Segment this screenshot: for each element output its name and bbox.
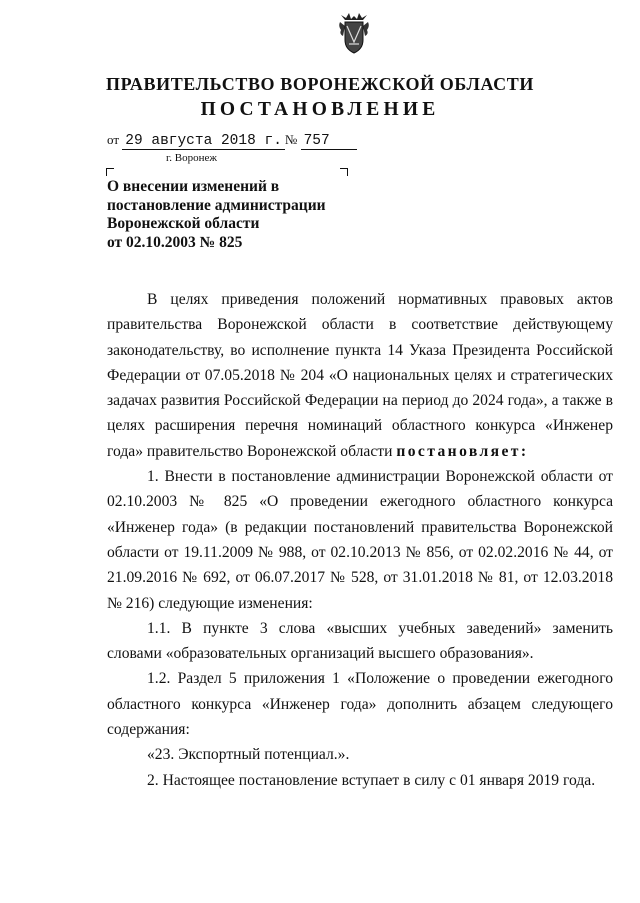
- paragraph-1: 1. Внести в постановление администрации Воронежской области от 02.10.2003 № 825 «О проведении ежегодного областного конкурса «Инженер года» (в редакции постановлений правительства Воронежской области от 19.11.2009 № 988, от 02.10.2013 № 856, от 02.02.2016 № 44, от 21.09.2016 № 692, от 06.07.2017 № 528, от 31.01.2018 № 81, от 12.03.2018 № 216) следующие изменения:: [107, 468, 613, 612]
- paragraph-1-3: «23. Экспортный потенциал.».: [147, 746, 350, 764]
- decree-word: постановляет:: [396, 442, 529, 460]
- organization-name: ПРАВИТЕЛЬСТВО ВОРОНЕЖСКОЙ ОБЛАСТИ: [106, 74, 534, 94]
- number-sign: №: [284, 132, 298, 147]
- paragraph-1-1: 1.1. В пункте 3 слова «высших учебных заведений» заменить словами «образовательных организаций высшего образования».: [107, 619, 613, 663]
- document-subject: [107, 178, 326, 252]
- paragraph-1-2: 1.2. Раздел 5 приложения 1 «Положение о проведении ежегодного областного конкурса «Инженер года» дополнить абзацем следующего содержания:: [107, 670, 613, 739]
- document-number: 757: [301, 134, 357, 150]
- subject-line: Воронежской области: [107, 215, 260, 232]
- document-body: [107, 287, 613, 793]
- subject-line: постановление администрации: [107, 196, 326, 214]
- date-number-line: [107, 132, 357, 150]
- preamble-paragraph: [107, 287, 613, 464]
- subject-bracket-right: [340, 168, 348, 176]
- coat-of-arms-icon: [337, 12, 371, 56]
- city-label: г. Воронеж: [166, 152, 217, 164]
- date-prefix: от: [107, 132, 120, 147]
- subject-line: О внесении изменений в: [107, 178, 280, 195]
- document-date: 29 августа 2018 г.: [122, 134, 285, 150]
- subject-line: от 02.10.2003 № 825: [107, 233, 243, 251]
- document-type: ПОСТАНОВЛЕНИЕ: [200, 99, 440, 120]
- paragraph-2: 2. Настоящее постановление вступает в силу с 01 января 2019 года.: [147, 771, 596, 789]
- preamble-text: В целях приведения положений нормативных правовых актов правительства Воронежской области в соответствие действующему законодательству, во исполнение пункта 14 Указа Президента Российской Федерации от 07.05.2018 № 204 «О национальных целях и стратегических задачах развития Российской Федерации на период до 2024 года», а также в целях расширения перечня номинаций областного конкурса «Инженер года» правительство Воронежской области: [107, 291, 613, 460]
- subject-bracket-left: [106, 168, 114, 176]
